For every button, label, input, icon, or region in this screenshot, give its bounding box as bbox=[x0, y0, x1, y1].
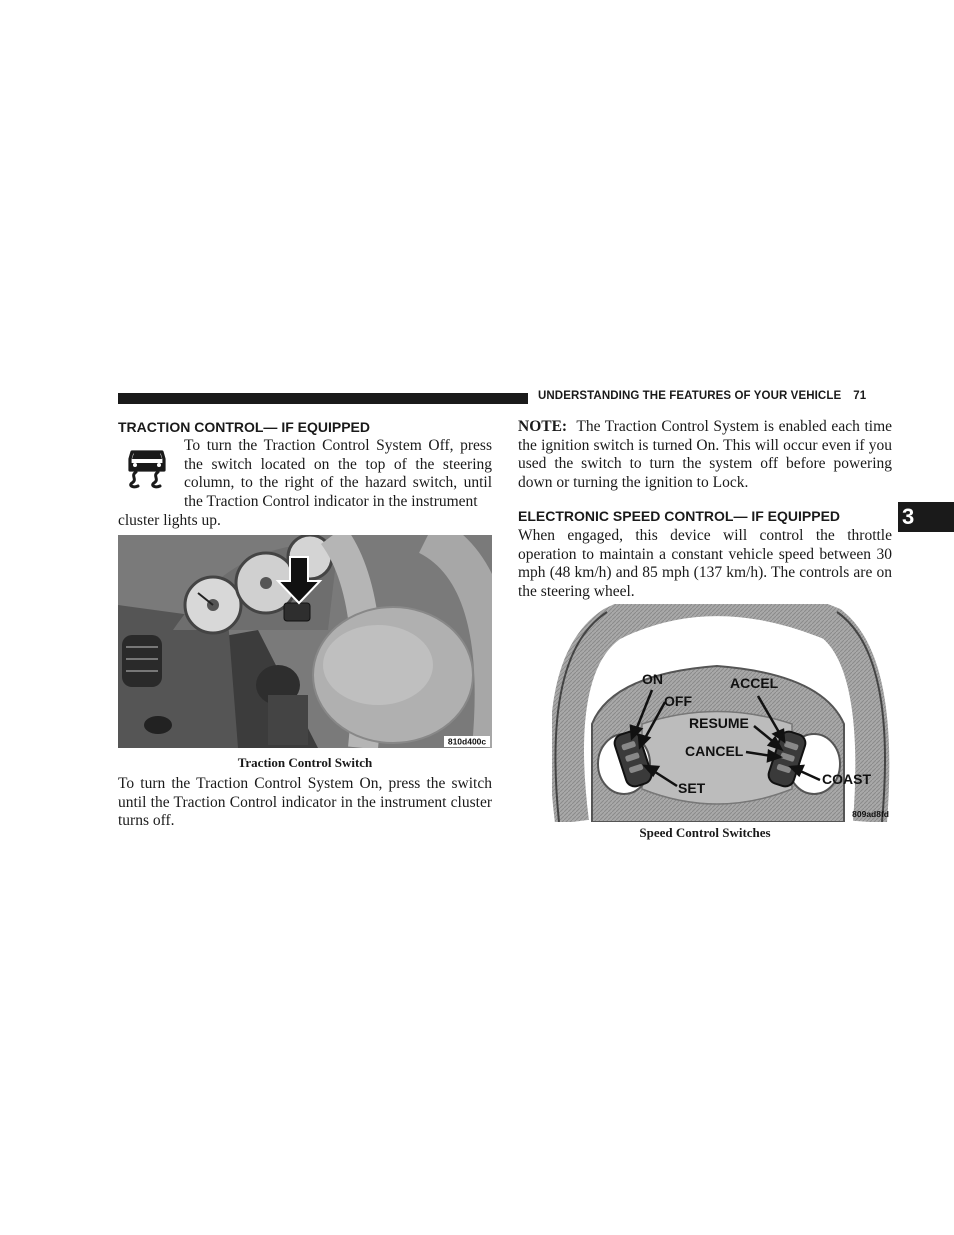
traction-control-heading: TRACTION CONTROL— IF EQUIPPED bbox=[118, 419, 370, 435]
label-on: ON bbox=[642, 671, 663, 687]
speed-figure-caption: Speed Control Switches bbox=[639, 825, 771, 840]
note-label: NOTE: bbox=[518, 418, 568, 435]
label-resume: RESUME bbox=[689, 715, 749, 731]
traction-off-paragraph: To turn the Traction Control System Off, press the switch located on the top of the steering column, to the right of the hazard switch, until the Traction Control indicator in the instrument bbox=[184, 437, 492, 510]
traction-on-paragraph: To turn the Traction Control System On, press the switch until the Traction Control indicator in the instrument cluster turns off. bbox=[118, 775, 492, 830]
section-title: UNDERSTANDING THE FEATURES OF YOUR VEHICLE bbox=[538, 390, 842, 402]
label-coast: COAST bbox=[822, 771, 871, 787]
running-header bbox=[538, 390, 866, 402]
label-off: OFF bbox=[664, 693, 692, 709]
page-number: 71 bbox=[853, 390, 867, 402]
label-cancel: CANCEL bbox=[685, 743, 744, 759]
figure-code-809ad8fd: 809ad8fd bbox=[852, 809, 889, 819]
speed-control-heading: ELECTRONIC SPEED CONTROL— IF EQUIPPED bbox=[518, 508, 841, 524]
traction-control-switch-figure bbox=[118, 535, 492, 748]
note-text: The Traction Control System is enabled each time the ignition switch is turned On. This will occur even if you used the switch to turn the system off before powering down or turning the ignition to Lock. bbox=[518, 418, 892, 491]
chapter-tab: 3 bbox=[898, 502, 954, 532]
figure-code-810d400c: 810d400c bbox=[447, 736, 487, 747]
speed-control-switches-figure bbox=[552, 604, 892, 822]
header-rule bbox=[118, 393, 528, 404]
traction-off-paragraph-tail: cluster lights up. bbox=[118, 512, 221, 529]
speed-control-paragraph: When engaged, this device will control the throttle operation to maintain a constant vehicle speed between 30 mph (48 km/h) and 85 mph (137 km/h). The controls are on the steering wheel. bbox=[518, 527, 892, 600]
traction-figure-caption: Traction Control Switch bbox=[237, 755, 373, 770]
label-accel: ACCEL bbox=[730, 675, 779, 691]
traction-control-icon bbox=[124, 446, 170, 490]
label-set: SET bbox=[678, 780, 706, 796]
note-paragraph bbox=[518, 418, 892, 492]
